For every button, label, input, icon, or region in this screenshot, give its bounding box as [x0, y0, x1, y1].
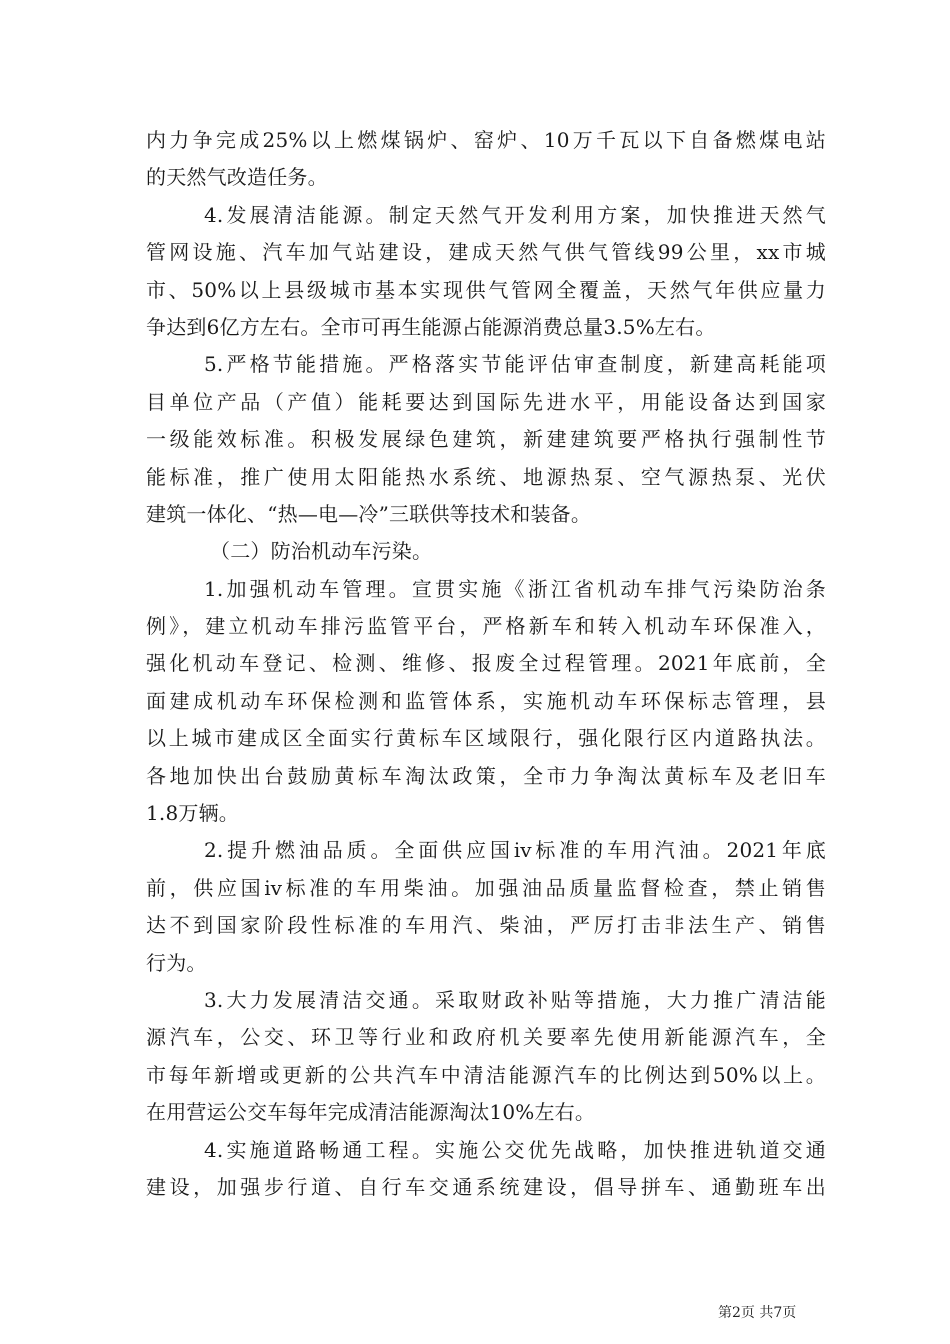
paragraph-heading-line: 1.加强机动车管理。宣贯实施《浙江省机动车排气污染防治条	[204, 576, 826, 601]
paragraph-heading-line: 4.实施道路畅通工程。实施公交优先战略，加快推进轨道交通	[204, 1137, 826, 1162]
text-line: 一级能效标准。积极发展绿色建筑，新建建筑要严格执行强制性节	[146, 427, 826, 452]
page-number-footer: 第2页 共7页	[718, 1305, 797, 1321]
text-line: 例》，建立机动车排污监管平台，严格新车和转入机动车环保准入，	[146, 614, 826, 639]
paragraph-heading-line: 3.大力发展清洁交通。采取财政补贴等措施，大力推广清洁能	[204, 987, 826, 1012]
paragraph-heading-line: 2.提升燃油品质。全面供应国ⅳ标准的车用汽油。2021年底	[204, 838, 826, 863]
text-line: 建筑一体化、“热—电—冷”三联供等技术和装备。	[146, 501, 592, 526]
text-line: 面建成机动车环保检测和监管体系，实施机动车环保标志管理，县	[146, 688, 826, 713]
text-line: 1.8万辆。	[146, 801, 240, 826]
text-line: 强化机动车登记、检测、维修、报废全过程管理。2021年底前，全	[146, 651, 826, 676]
text-line: 管网设施、汽车加气站建设，建成天然气供气管线99公里，xx市城	[146, 240, 826, 265]
text-line: 能标准，推广使用太阳能热水系统、地源热泵、空气源热泵、光伏	[146, 464, 826, 489]
text-line: 的天然气改造任务。	[146, 165, 328, 190]
paragraph-heading-line: 4.发展清洁能源。制定天然气开发利用方案，加快推进天然气	[204, 202, 826, 227]
text-line: 市每年新增或更新的公共汽车中清洁能源汽车的比例达到50%以上。	[146, 1062, 826, 1087]
text-line: 达不到国家阶段性标准的车用汽、柴油，严厉打击非法生产、销售	[146, 913, 826, 938]
text-line: 各地加快出台鼓励黄标车淘汰政策，全市力争淘汰黄标车及老旧车	[146, 763, 826, 788]
text-line: 源汽车，公交、环卫等行业和政府机关要率先使用新能源汽车，全	[146, 1025, 826, 1050]
text-line: 在用营运公交车每年完成清洁能源淘汰10%左右。	[146, 1100, 596, 1125]
text-line: 内力争完成25%以上燃煤锅炉、窑炉、10万千瓦以下自备燃煤电站	[146, 128, 826, 152]
text-line: 目单位产品（产值）能耗要达到国际先进水平，用能设备达到国家	[146, 389, 826, 414]
text-line: 以上城市建成区全面实行黄标车区域限行，强化限行区内道路执法。	[146, 726, 826, 751]
paragraph-heading-line: 5.严格节能措施。严格落实节能评估审查制度，新建高耗能项	[204, 352, 826, 377]
text-line: 行为。	[146, 950, 207, 975]
text-line: 前，供应国ⅳ标准的车用柴油。加强油品质量监督检查，禁止销售	[146, 875, 826, 900]
body-text	[146, 122, 826, 1206]
text-line: 争达到6亿方左右。全市可再生能源占能源消费总量3.5%左右。	[146, 314, 716, 339]
text-line: 市、50%以上县级城市基本实现供气管网全覆盖，天然气年供应量力	[146, 277, 826, 302]
section-heading: （二）防治机动车污染。	[210, 539, 433, 564]
text-line: 建设，加强步行道、自行车交通系统建设，倡导拼车、通勤班车出	[146, 1174, 826, 1199]
